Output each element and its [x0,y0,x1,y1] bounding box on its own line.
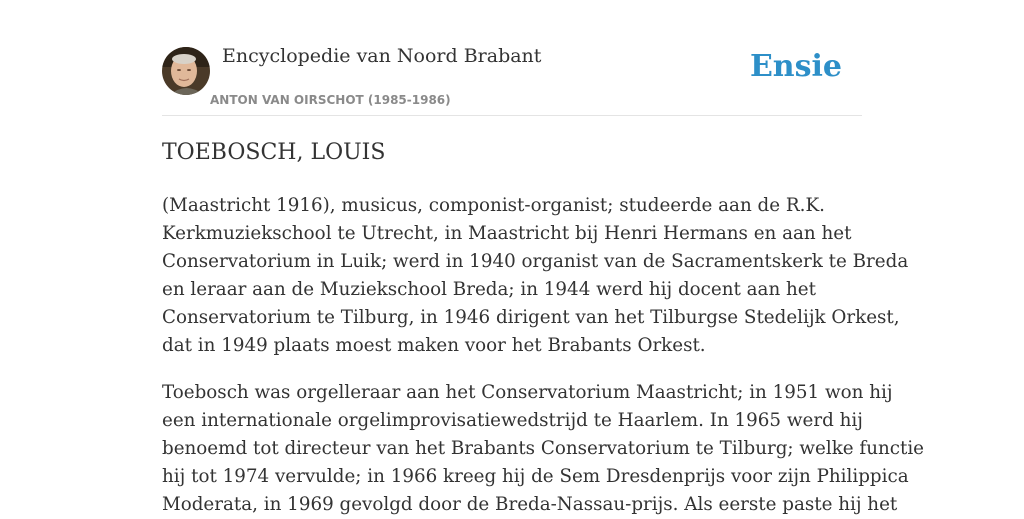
paragraph-line: Toebosch was orgelleraar aan het Conservatorium Maastricht; in 1951 won hij [162,382,893,403]
paragraph-line: Conservatorium te Tilburg, in 1946 dirigent van het Tilburgse Stedelijk Orkest, [162,307,900,328]
paragraph-line: Moderata, in 1969 gevolgd door de Breda-Nassau-prijs. Als eerste paste hij het [162,494,898,515]
paragraph-line: Conservatorium in Luik; werd in 1940 organist van de Sacramentskerk te Breda [162,251,909,272]
ensie-logo[interactable]: Ensie [749,49,842,84]
paragraph-line: een internationale orgelimprovisatiewedstrijd te Haarlem. In 1965 werd hij [162,410,863,431]
paragraph-line: (Maastricht 1916), musicus, componist-organist; studeerde aan de R.K. [162,195,825,216]
header [162,0,862,116]
paragraph-line: dat in 1949 plaats moest maken voor het Brabants Orkest. [162,335,706,356]
author-name[interactable]: ANTON VAN OIRSCHOT (1985-1986) [210,93,451,107]
paragraph-line: benoemd tot directeur van het Brabants Conservatorium te Tilburg; welke functie [162,438,924,459]
paragraph-line: hij tot 1974 vervulde; in 1966 kreeg hij de Sem Dresdenprijs voor zijn Philippica [162,466,909,487]
source-title[interactable]: Encyclopedie van Noord Brabant [222,45,542,67]
paragraph-line: en leraar aan de Muziekschool Breda; in 1944 werd hij docent aan het [162,279,816,300]
page [162,0,924,515]
article-paragraph-2 [162,379,924,519]
article-paragraph-1 [162,192,909,360]
paragraph-line: Kerkmuziekschool te Utrecht, in Maastricht bij Henri Hermans en aan het [162,223,852,244]
article-title: TOEBOSCH, LOUIS [162,140,386,165]
author-avatar[interactable] [162,47,210,95]
author-portrait-icon [162,47,210,95]
